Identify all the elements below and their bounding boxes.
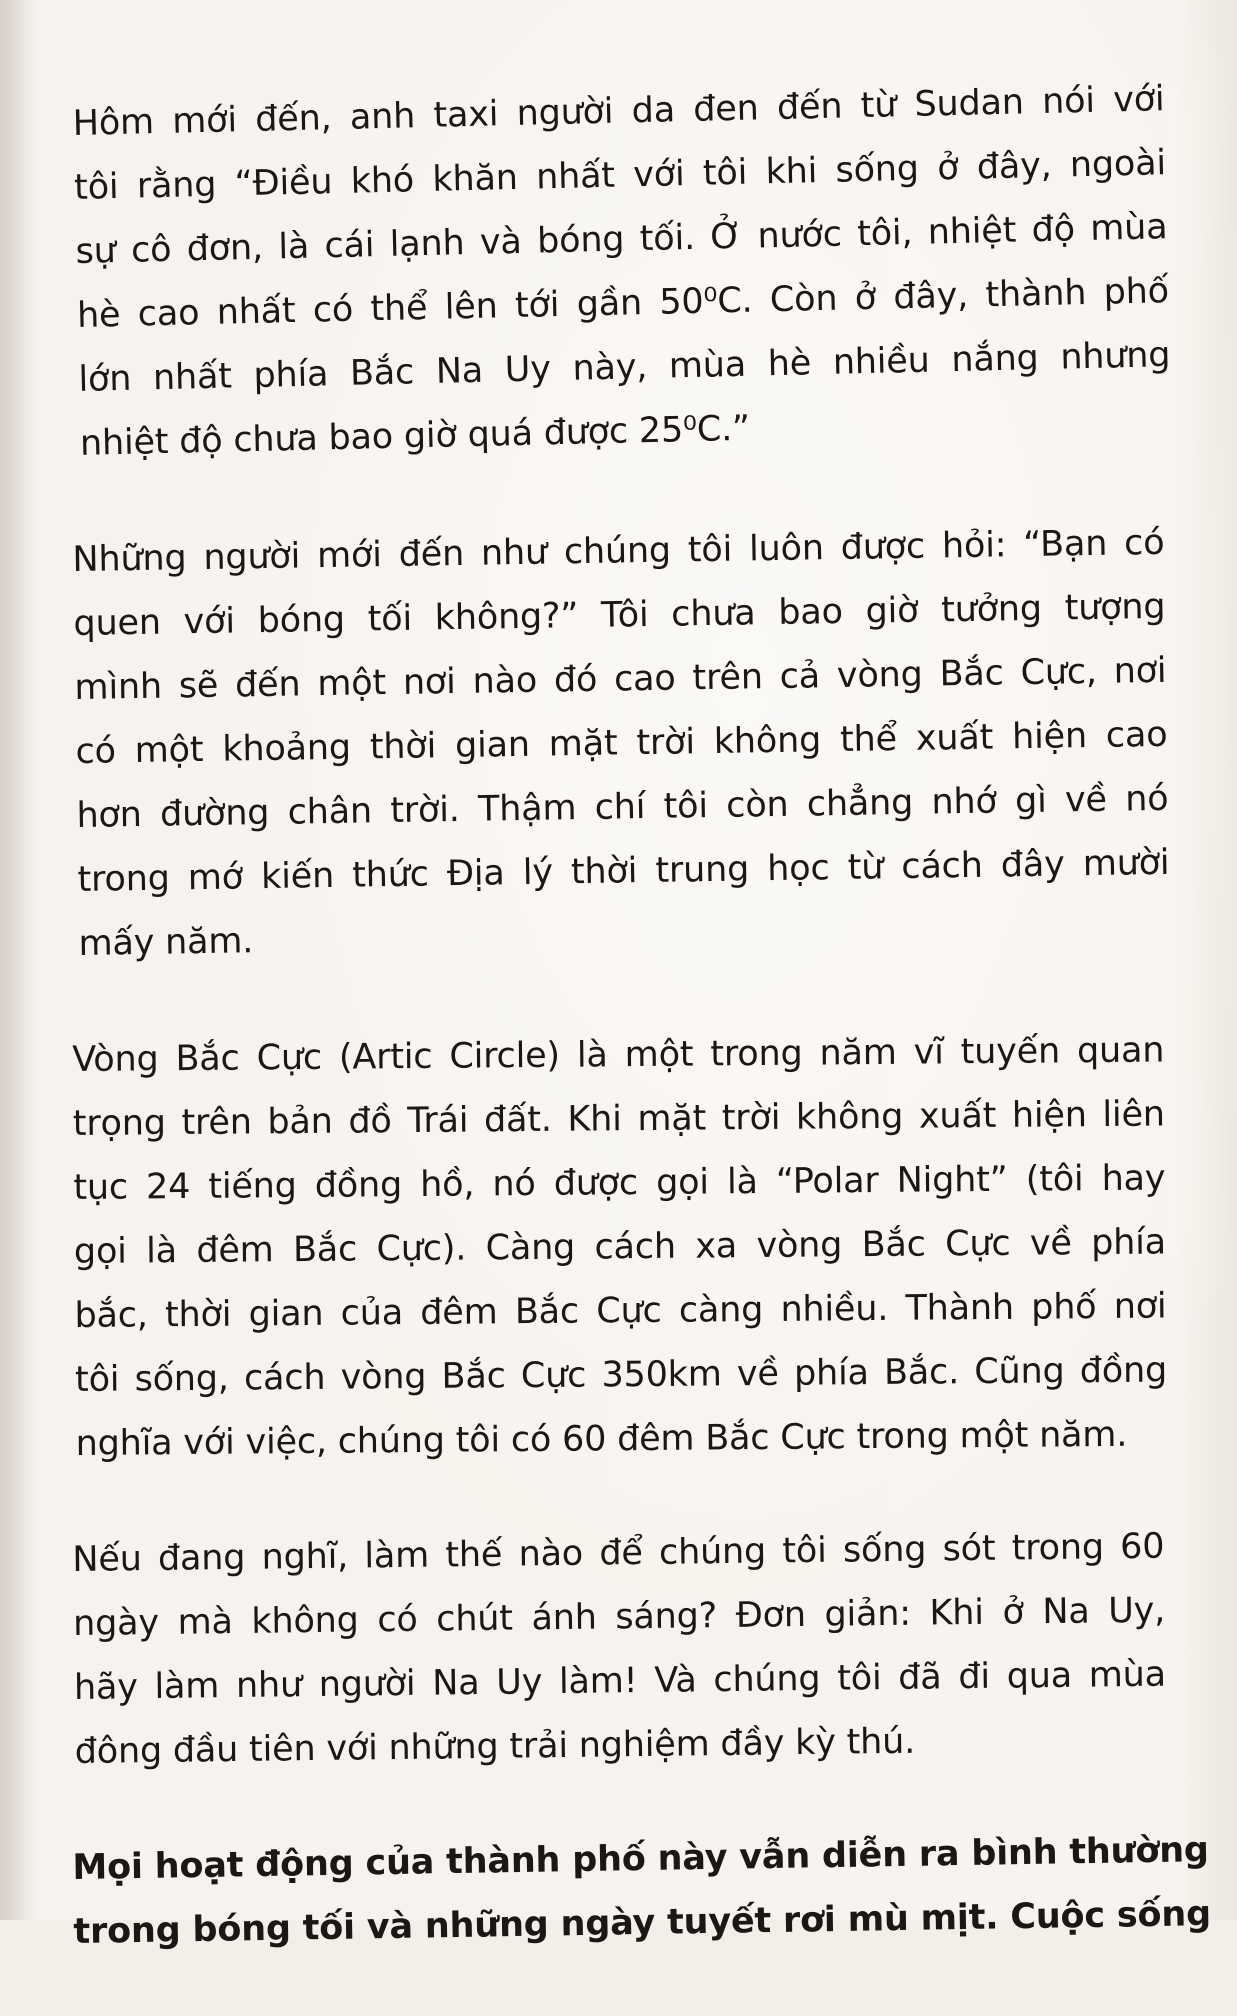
text-line: mấy năm. xyxy=(78,921,254,964)
paragraph-4 xyxy=(72,1515,1167,1784)
text-line: nghĩa với việc, chúng tôi có 60 đêm Bắc Cực trong một năm. xyxy=(75,1414,1128,1464)
text-line: lớn nhất phía Bắc Na Uy này, mùa hè nhiều nắng nhưng xyxy=(78,335,1171,400)
text-line: tôi rằng “Điều khó khăn nhất với tôi khi sống ở đây, ngoài xyxy=(73,143,1167,208)
text-line: hơn đường chân trời. Thậm chí tôi còn chẳng nhớ gì về nó xyxy=(76,778,1169,836)
text-line: gọi là đêm Bắc Cực). Càng cách xa vòng Bắc Cực về phía xyxy=(73,1222,1167,1272)
text-line: trọng trên bản đồ Trái đất. Khi mặt trời không xuất hiện liên xyxy=(72,1094,1165,1144)
text-line: bắc, thời gian của đêm Bắc Cực càng nhiều. Thành phố nơi xyxy=(74,1286,1167,1336)
text-line: nhiệt độ chưa bao giờ quá được 25⁰C.” xyxy=(79,408,751,464)
paragraph-1 xyxy=(72,67,1172,476)
text-line: ngày mà không có chút ánh sáng? Đơn giản: Khi ở Na Uy, xyxy=(72,1590,1166,1644)
paragraph-2 xyxy=(72,511,1171,976)
text-line: Mọi hoạt động của thành phố này vẫn diễn ra bình thường xyxy=(72,1830,1210,1888)
text-line: Hôm mới đến, anh taxi người da đen đến từ Sudan nói với xyxy=(72,79,1165,144)
text-line: quen với bóng tối không?” Tôi chưa bao giờ tưởng tượng xyxy=(73,586,1166,644)
text-line: tôi sống, cách vòng Bắc Cực 350km về phía Bắc. Cũng đồng xyxy=(74,1350,1168,1400)
text-line: sự cô đơn, là cái lạnh và bóng tối. Ở nước tôi, nhiệt độ mùa xyxy=(75,207,1168,272)
text-line: Vòng Bắc Cực (Artic Circle) là một trong năm vĩ tuyến quan xyxy=(72,1030,1165,1080)
paragraph-3 xyxy=(72,1018,1168,1476)
text-line: tục 24 tiếng đồng hồ, nó được gọi là “Polar Night” (tôi hay xyxy=(73,1158,1166,1208)
page-binding-shadow xyxy=(0,0,28,1920)
text-line: hãy làm như người Na Uy làm! Và chúng tôi đã đi qua mùa xyxy=(73,1654,1167,1708)
text-line: Những người mới đến như chúng tôi luôn được hỏi: “Bạn có xyxy=(72,522,1165,580)
body-text-column xyxy=(72,79,1212,2016)
text-line: đông đầu tiên với những trải nghiệm đầy kỳ thú. xyxy=(74,1721,916,1772)
text-line: hè cao nhất có thể lên tới gần 50⁰C. Còn ở đây, thành phố xyxy=(76,271,1170,336)
text-line: mình sẽ đến một nơi nào đó cao trên cả vòng Bắc Cực, nơi xyxy=(74,650,1167,708)
text-line: Nếu đang nghĩ, làm thế nào để chúng tôi sống sót trong 60 xyxy=(72,1526,1165,1580)
text-line: có một khoảng thời gian mặt trời không thể xuất hiện cao xyxy=(75,714,1168,772)
text-line: trong bóng tối và những ngày tuyết rơi mù mịt. Cuộc sống xyxy=(73,1894,1212,1952)
paragraph-5 xyxy=(72,1819,1212,1964)
text-line: trong mớ kiến thức Địa lý thời trung học từ cách đây mười xyxy=(77,842,1170,900)
